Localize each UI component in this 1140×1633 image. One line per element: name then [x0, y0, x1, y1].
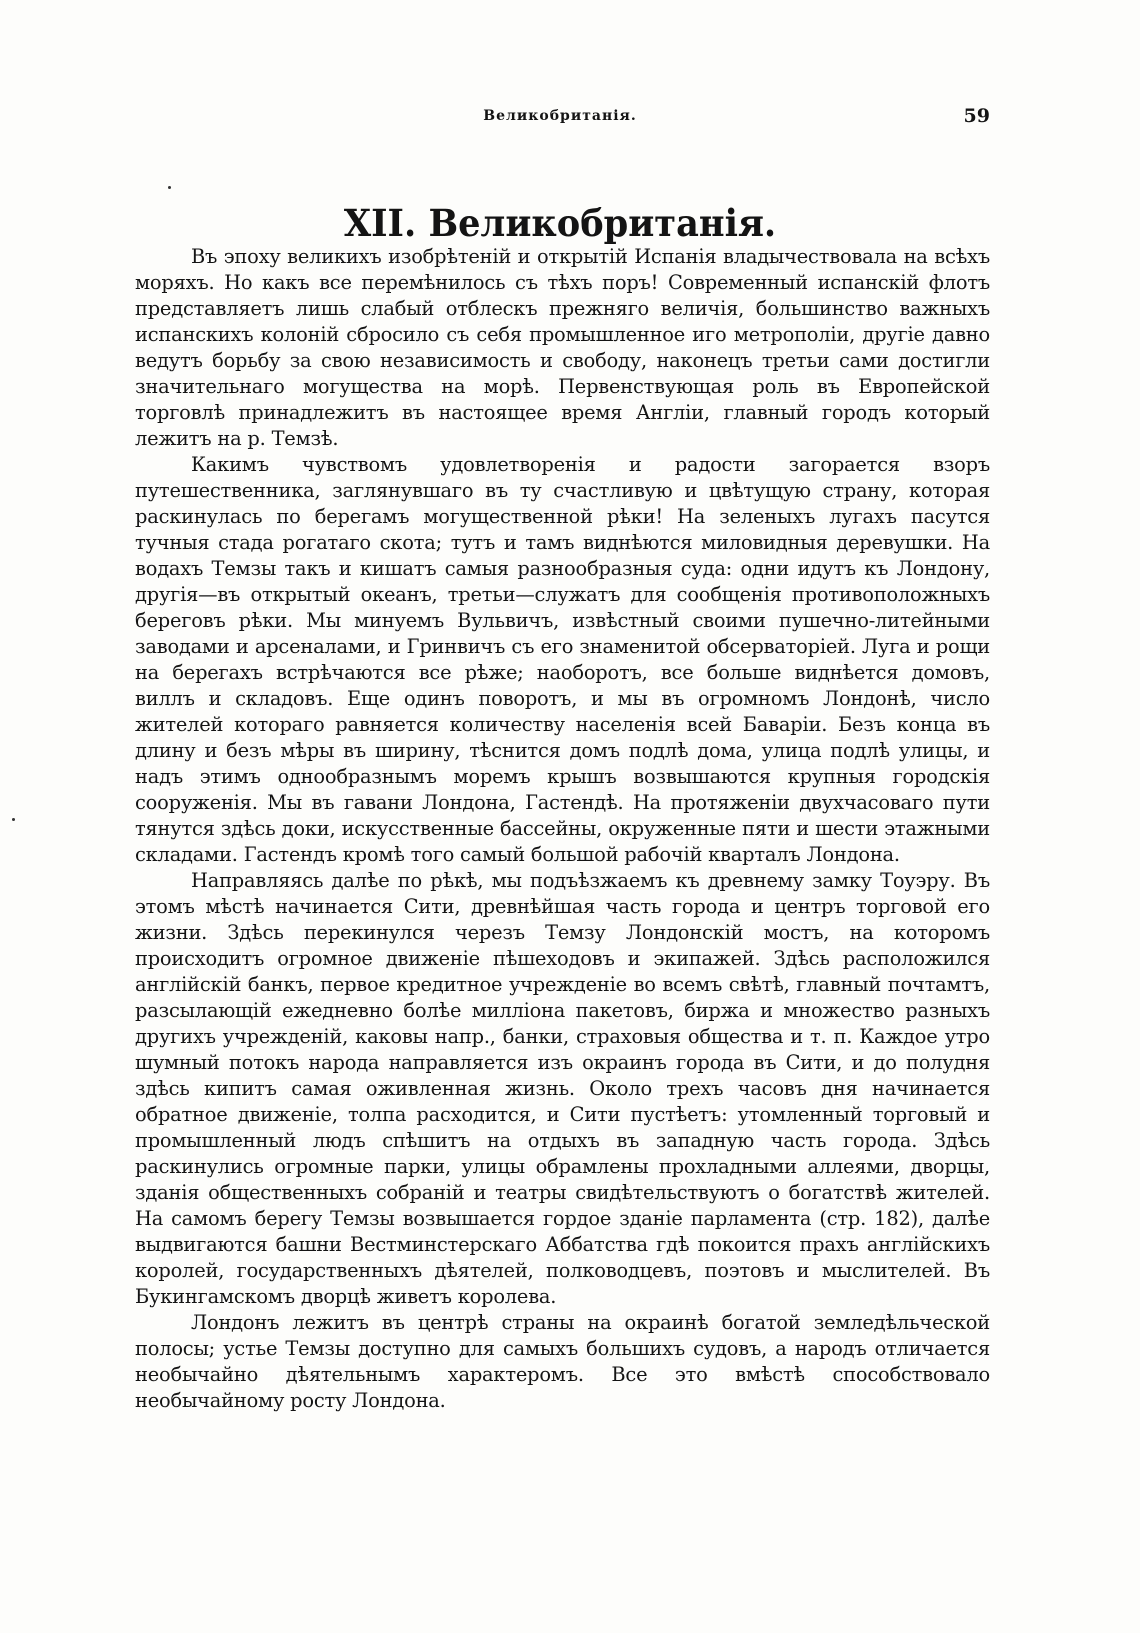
page-number: 59 [963, 105, 990, 127]
print-speck [168, 186, 171, 189]
print-speck [12, 818, 15, 821]
paragraph: Въ эпоху великихъ изобрѣтеній и открытій Испанія владычествовала на всѣхъ моряхъ. Но какъ все перемѣнилось съ тѣхъ поръ! Современный испанскій флотъ представляетъ лишь слабый отблескъ прежняго величія, большинство важныхъ испанскихъ колоній сбросило съ себя промышленное иго метрополіи, другіе давно ведутъ борьбу за свою независимость и свободу, наконецъ третьи сами достигли значительнаго могущества на морѣ. Первенствующая роль въ Европейской торговлѣ принадлежитъ въ настоящее время Англіи, главный городъ который лежитъ на р. Темзѣ. [135, 245, 990, 450]
paragraph: Лондонъ лежитъ въ центрѣ страны на окраинѣ богатой земледѣльческой полосы; устье Темзы доступно для самыхъ большихъ судовъ, а народъ отличается необычайно дѣятельнымъ характеромъ. Все это вмѣстѣ способствовало необычайному росту Лондона. [135, 1311, 990, 1412]
paragraph: Какимъ чувствомъ удовлетворенія и радости загорается взоръ путешественника, заглянувшаго въ ту счастливую и цвѣтущую страну, которая раскинулась по берегамъ могущественной рѣки! На зеленыхъ лугахъ пасутся тучныя стада рогатаго скота; тутъ и тамъ виднѣются миловидныя деревушки. На водахъ Темзы такъ и кишатъ самыя разнообразныя суда: одни идутъ къ Лондону, другія—въ открытый океанъ, третьи—служатъ для сообщенія противоположныхъ береговъ рѣки. Мы минуемъ Вульвичъ, извѣстный своими пушечно-литейными заводами и арсеналами, и Гринвичъ съ его знаменитой обсерваторіей. Луга и рощи на берегахъ встрѣчаются все рѣже; наоборотъ, все больше виднѣется домовъ, виллъ и складовъ. Еще одинъ поворотъ, и мы въ огромномъ Лондонѣ, число жителей котораго равняется количеству населенія всей Баваріи. Безъ конца въ длину и безъ мѣры въ ширину, тѣснится домъ подлѣ дома, улица подлѣ улицы, и надъ этимъ однообразнымъ моремъ крышъ возвышаются крупныя городскія сооруженія. Мы въ гавани Лондона, Гастендѣ. На протяженіи двухчасоваго пути тянутся здѣсь доки, искусственные бассейны, окруженные пяти и шести этажными складами. Гастендъ кромѣ того самый большой рабочій кварталъ Лондона. [135, 453, 990, 866]
chapter-title: XII. Великобританія. [343, 200, 777, 245]
running-title: Великобританія. [483, 108, 637, 124]
paragraph: Направляясь далѣе по рѣкѣ, мы подъѣзжаемъ къ древнему замку Тоуэру. Въ этомъ мѣстѣ начинается Сити, древнѣйшая часть города и центръ торговой его жизни. Здѣсь перекинулся черезъ Темзу Лондонскій мостъ, на которомъ происходитъ огромное движеніе пѣшеходовъ и экипажей. Здѣсь расположился англійскій банкъ, первое кредитное учрежденіе во всемъ свѣтѣ, главный почтамтъ, разсылающій ежедневно болѣе милліона пакетовъ, биржа и множество разныхъ другихъ учрежденій, каковы напр., банки, страховыя общества и т. п. Каждое утро шумный потокъ народа направляется изъ окраинъ города въ Сити, и до полудня здѣсь кипитъ самая оживленная жизнь. Около трехъ часовъ дня начинается обратное движеніе, толпа расходится, и Сити пустѣетъ: утомленный торговый и промышленный людъ спѣшитъ на отдыхъ въ западную часть города. Здѣсь раскинулись огромные парки, улицы обрамлены прохладными аллеями, дворцы, зданія общественныхъ собраній и театры свидѣтельствуютъ о богатствѣ жителей. На самомъ берегу Темзы возвышается гордое зданіе парламента (стр. 182), далѣе выдвигаются башни Вестминстерскаго Аббатства гдѣ покоится прахъ англійскихъ королей, государственныхъ дѣятелей, полководцевъ, поэтовъ и мыслителей. Въ Букингамскомъ дворцѣ живетъ королева. [135, 869, 990, 1308]
body-text [135, 244, 990, 1414]
running-head [130, 105, 990, 132]
